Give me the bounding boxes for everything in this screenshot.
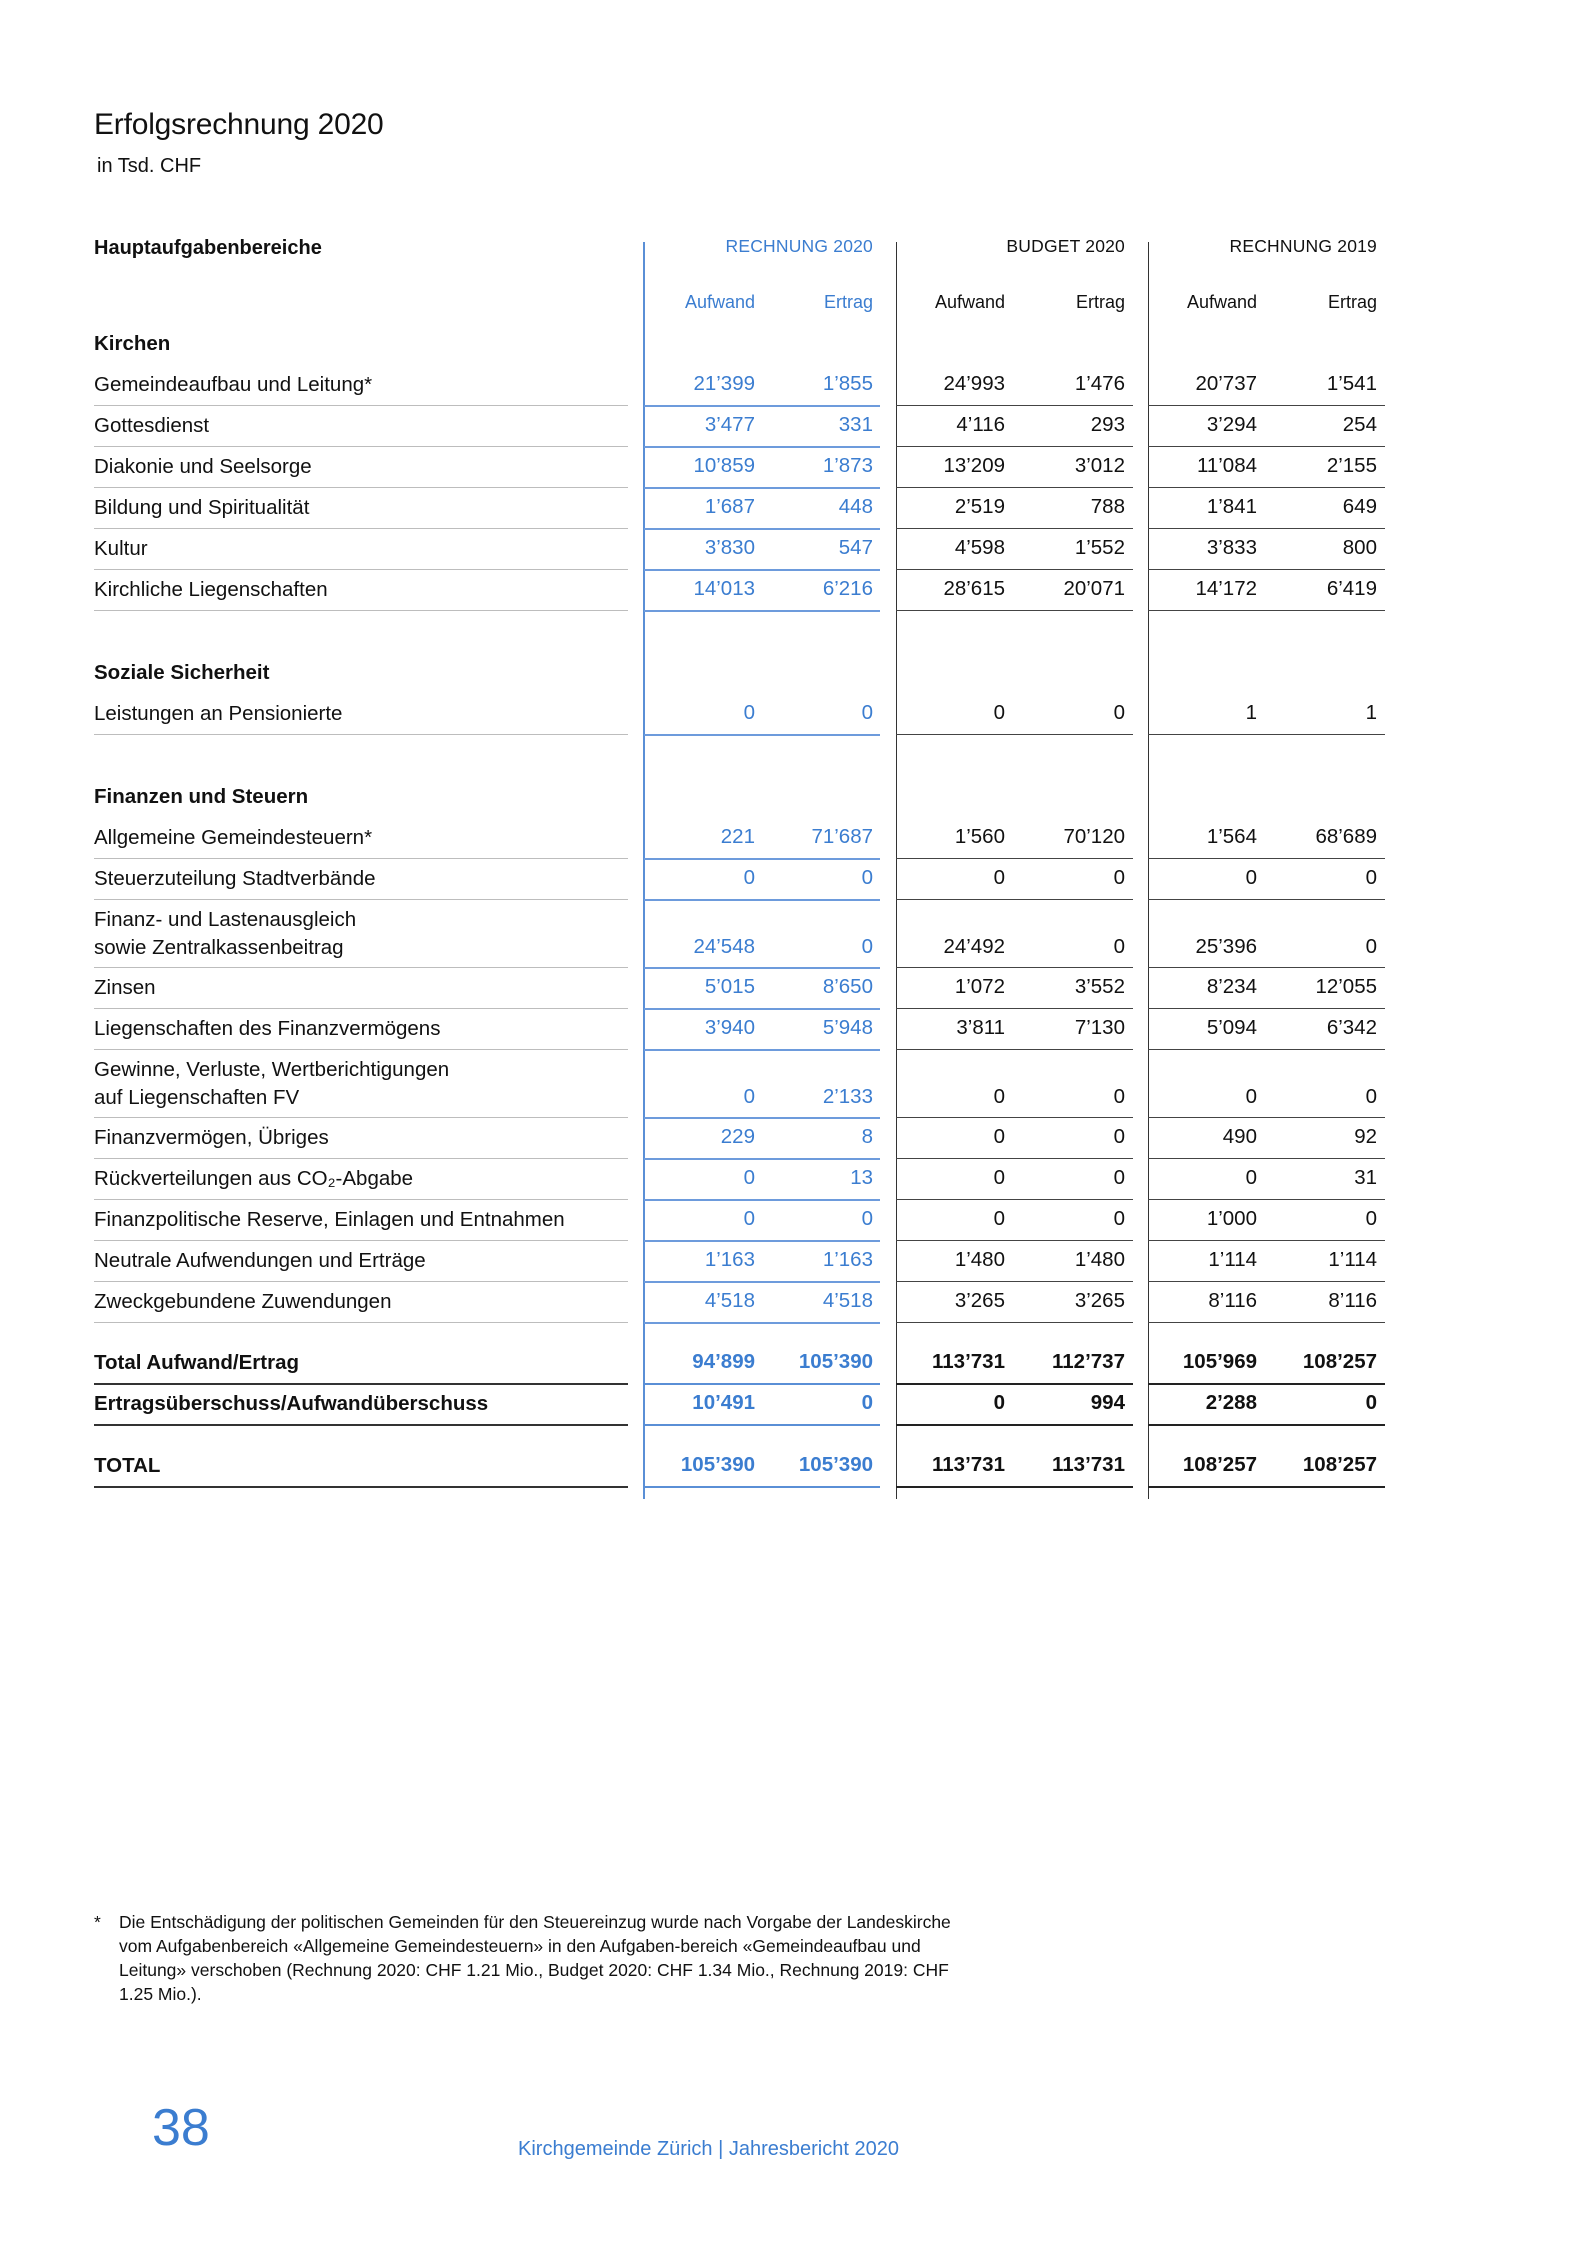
- row-divider: [644, 1117, 880, 1119]
- rechnung-2019-ertrag-value: 2’155: [1326, 454, 1377, 477]
- row-divider: [644, 1322, 880, 1324]
- row-divider: [94, 1008, 628, 1009]
- row-label: Gemeindeaufbau und Leitung*: [94, 373, 373, 396]
- budget-2020-aufwand-value: 24’492: [943, 935, 1005, 958]
- rechnung-2019-aufwand-value: 1: [1245, 701, 1257, 724]
- row-label: Total Aufwand/Ertrag: [94, 1351, 299, 1374]
- row-divider: [896, 1486, 1133, 1488]
- rechnung-2020-ertrag-value: 0: [861, 1207, 873, 1230]
- footnote-marker: *: [94, 1912, 101, 1932]
- row-label-line2: sowie Zentralkassenbeitrag: [94, 936, 344, 959]
- rechnung-2020-ertrag-value: 547: [838, 536, 873, 559]
- rechnung-2020-aufwand-value: 3’940: [704, 1016, 755, 1039]
- rechnung-2020-aufwand-value: 229: [720, 1125, 755, 1148]
- row-divider: [644, 967, 880, 969]
- row-label: Kirchliche Liegenschaften: [94, 578, 328, 601]
- row-divider: [644, 1049, 880, 1051]
- rechnung-2020-aufwand-value: 0: [743, 866, 755, 889]
- row-divider: [94, 1240, 628, 1241]
- row-divider: [896, 405, 1133, 406]
- row-divider: [94, 1117, 628, 1118]
- row-divider: [896, 1117, 1133, 1118]
- row-divider: [1148, 1008, 1385, 1009]
- budget-2020-aufwand-value: 1’560: [954, 825, 1005, 848]
- row-divider: [896, 487, 1133, 488]
- rechnung-2019-ertrag-value: 8’116: [1328, 1289, 1377, 1312]
- row-divider: [644, 1383, 880, 1385]
- row-divider: [1148, 528, 1385, 529]
- rechnung-2019-aufwand-value: 0: [1245, 866, 1257, 889]
- row-label: Finanz- und Lastenausgleich: [94, 908, 357, 931]
- row-divider: [1148, 967, 1385, 968]
- budget-2020-ertrag-value: 788: [1090, 495, 1125, 518]
- row-divider: [644, 1281, 880, 1283]
- rechnung-2019-ertrag-value: 0: [1365, 1391, 1377, 1414]
- subheader-aufwand: Aufwand: [934, 292, 1005, 312]
- rechnung-2020-ertrag-value: 8’650: [822, 975, 873, 998]
- budget-2020-ertrag-value: 0: [1113, 1125, 1125, 1148]
- rechnung-2019-aufwand-value: 14’172: [1195, 577, 1257, 600]
- rechnung-2020-ertrag-value: 105’390: [798, 1453, 873, 1476]
- rechnung-2020-aufwand-value: 14’013: [693, 577, 755, 600]
- rechnung-2020-aufwand-value: 4’518: [704, 1289, 755, 1312]
- row-divider: [94, 1424, 628, 1426]
- rechnung-2019-ertrag-value: 108’257: [1302, 1350, 1377, 1373]
- section-title: Soziale Sicherheit: [94, 661, 270, 684]
- budget-2020-aufwand-value: 3’265: [954, 1289, 1005, 1312]
- row-divider: [896, 446, 1133, 447]
- rechnung-2020-aufwand-value: 0: [743, 1166, 755, 1189]
- row-divider: [896, 610, 1133, 611]
- budget-2020-ertrag-value: 1’552: [1074, 536, 1125, 559]
- budget-2020-aufwand-value: 113’731: [932, 1453, 1005, 1476]
- budget-2020-aufwand-value: 0: [993, 1085, 1005, 1108]
- row-divider: [896, 1008, 1133, 1009]
- rechnung-2019-ertrag-value: 1: [1365, 701, 1377, 724]
- row-label: Neutrale Aufwendungen und Erträge: [94, 1249, 426, 1272]
- subheader-ertrag: Ertrag: [1327, 292, 1377, 312]
- row-label-line2: auf Liegenschaften FV: [94, 1086, 300, 1109]
- row-label: Zweckgebundene Zuwendungen: [94, 1290, 392, 1313]
- rechnung-2019-aufwand-value: 8’116: [1208, 1289, 1257, 1312]
- row-divider: [896, 569, 1133, 570]
- budget-2020-ertrag-value: 0: [1113, 1207, 1125, 1230]
- row-divider: [94, 1199, 628, 1200]
- subheader-aufwand: Aufwand: [684, 292, 755, 312]
- budget-2020-aufwand-value: 2’519: [954, 495, 1005, 518]
- row-divider: [896, 1158, 1133, 1159]
- budget-2020-ertrag-value: 113’731: [1052, 1453, 1125, 1476]
- budget-2020-aufwand-value: 24’993: [943, 372, 1005, 395]
- row-divider: [1148, 1383, 1385, 1385]
- budget-2020-ertrag-value: 3’012: [1074, 454, 1125, 477]
- rechnung-2020-aufwand-value: 94’899: [692, 1350, 755, 1373]
- row-divider: [644, 1240, 880, 1242]
- rechnung-2020-aufwand-value: 10’859: [693, 454, 755, 477]
- rechnung-2019-aufwand-value: 20’737: [1195, 372, 1257, 395]
- rechnung-2019-ertrag-value: 649: [1342, 495, 1377, 518]
- row-divider: [896, 1383, 1133, 1385]
- row-divider: [94, 569, 628, 570]
- footnote-text: Die Entschädigung der politischen Gemeinden für den Steuereinzug wurde nach Vorgabe der Landeskirche vom Aufgabenbereich «Allgemeine Gemeindesteuern» in den Aufgaben-bereich «Gemeindeaufbau und Leitung» verschoben (Rechnung 2020: CHF 1.21 Mio., Budget 2020: CHF 1.34 Mio., Rechnung 2019: CHF 1.25 Mio.).: [119, 1912, 951, 2004]
- row-divider: [1148, 1049, 1385, 1050]
- page-number: 38: [152, 2099, 210, 2157]
- row-label: Rückverteilungen aus CO₂-Abgabe: [94, 1167, 414, 1190]
- rechnung-2019-aufwand-value: 3’294: [1206, 413, 1257, 436]
- rechnung-2020-ertrag-value: 331: [838, 413, 873, 436]
- budget-2020-aufwand-value: 4’116: [956, 413, 1005, 436]
- budget-2020-ertrag-value: 1’480: [1074, 1248, 1125, 1271]
- rechnung-2020-aufwand-value: 1’163: [704, 1248, 755, 1271]
- row-divider: [1148, 734, 1385, 735]
- group-header-rechnung-2020: RECHNUNG 2020: [725, 236, 873, 256]
- row-divider: [896, 1049, 1133, 1050]
- rechnung-2019-aufwand-value: 1’841: [1206, 495, 1257, 518]
- row-divider: [644, 734, 880, 736]
- row-divider: [896, 528, 1133, 529]
- group-header-rechnung-2019: RECHNUNG 2019: [1229, 236, 1377, 256]
- rechnung-2020-aufwand-value: 5’015: [704, 975, 755, 998]
- row-divider: [644, 405, 880, 407]
- budget-2020-ertrag-value: 0: [1113, 1166, 1125, 1189]
- subheader-aufwand: Aufwand: [1186, 292, 1257, 312]
- row-divider: [644, 899, 880, 901]
- rechnung-2020-ertrag-value: 1’873: [822, 454, 873, 477]
- table-header-label: Hauptaufgabenbereiche: [94, 237, 322, 259]
- rechnung-2020-aufwand-value: 105’390: [680, 1453, 755, 1476]
- row-divider: [1148, 610, 1385, 611]
- row-divider: [94, 405, 628, 406]
- rechnung-2019-aufwand-value: 1’114: [1208, 1248, 1257, 1271]
- rechnung-2020-aufwand-value: 221: [720, 825, 755, 848]
- rechnung-2020-aufwand-value: 1’687: [704, 495, 755, 518]
- row-divider: [1148, 1158, 1385, 1159]
- page-subtitle: in Tsd. CHF: [97, 155, 202, 177]
- rechnung-2020-ertrag-value: 2’133: [822, 1085, 873, 1108]
- row-label: Gottesdienst: [94, 414, 210, 437]
- row-label: Gewinne, Verluste, Wertberichtigungen: [94, 1058, 450, 1081]
- rechnung-2020-ertrag-value: 448: [838, 495, 873, 518]
- row-label: Steuerzuteilung Stadtverbände: [94, 867, 376, 890]
- rechnung-2020-aufwand-value: 24’548: [693, 935, 755, 958]
- budget-2020-aufwand-value: 1’480: [954, 1248, 1005, 1271]
- row-label: Bildung und Spiritualität: [94, 496, 310, 519]
- row-divider: [94, 1049, 628, 1050]
- rechnung-2019-ertrag-value: 0: [1365, 866, 1377, 889]
- rechnung-2020-ertrag-value: 1’163: [822, 1248, 873, 1271]
- rechnung-2019-ertrag-value: 6’419: [1326, 577, 1377, 600]
- rechnung-2020-ertrag-value: 1’855: [822, 372, 873, 395]
- budget-2020-ertrag-value: 293: [1090, 413, 1125, 436]
- row-divider: [644, 1199, 880, 1201]
- budget-2020-aufwand-value: 4’598: [954, 536, 1005, 559]
- group-header-budget-2020: BUDGET 2020: [1006, 236, 1125, 256]
- row-divider: [94, 1281, 628, 1282]
- row-label: TOTAL: [94, 1454, 161, 1477]
- rechnung-2019-aufwand-value: 3’833: [1206, 536, 1257, 559]
- row-label: Leistungen an Pensionierte: [94, 702, 343, 725]
- rechnung-2019-aufwand-value: 0: [1245, 1085, 1257, 1108]
- budget-2020-aufwand-value: 28’615: [943, 577, 1005, 600]
- row-divider: [94, 446, 628, 447]
- budget-2020-ertrag-value: 20’071: [1063, 577, 1125, 600]
- row-divider: [1148, 405, 1385, 406]
- row-divider: [94, 1158, 628, 1159]
- rechnung-2020-aufwand-value: 21’399: [693, 372, 755, 395]
- row-divider: [1148, 446, 1385, 447]
- budget-2020-ertrag-value: 994: [1090, 1391, 1125, 1414]
- row-divider: [896, 1424, 1133, 1426]
- row-label: Finanzpolitische Reserve, Einlagen und Entnahmen: [94, 1208, 565, 1231]
- rechnung-2020-ertrag-value: 0: [861, 866, 873, 889]
- rechnung-2019-ertrag-value: 1’541: [1326, 372, 1377, 395]
- rechnung-2019-aufwand-value: 8’234: [1206, 975, 1257, 998]
- footnote: [94, 1910, 954, 2006]
- row-divider: [1148, 1486, 1385, 1488]
- rechnung-2019-ertrag-value: 108’257: [1302, 1453, 1377, 1476]
- row-divider: [644, 1008, 880, 1010]
- row-divider: [94, 1322, 628, 1323]
- subheader-ertrag: Ertrag: [1075, 292, 1125, 312]
- row-divider: [644, 610, 880, 612]
- row-label: Liegenschaften des Finanzvermögens: [94, 1017, 441, 1040]
- row-divider: [1148, 899, 1385, 900]
- rechnung-2020-ertrag-value: 5’948: [822, 1016, 873, 1039]
- row-divider: [896, 858, 1133, 859]
- rechnung-2020-ertrag-value: 105’390: [798, 1350, 873, 1373]
- row-divider: [644, 487, 880, 489]
- subheader-ertrag: Ertrag: [823, 292, 873, 312]
- row-divider: [1148, 1322, 1385, 1323]
- budget-2020-aufwand-value: 0: [993, 1166, 1005, 1189]
- rechnung-2020-ertrag-value: 6’216: [822, 577, 873, 600]
- rechnung-2019-aufwand-value: 2’288: [1205, 1391, 1257, 1414]
- rechnung-2019-ertrag-value: 254: [1342, 413, 1377, 436]
- row-divider: [644, 1424, 880, 1426]
- rechnung-2019-ertrag-value: 31: [1354, 1166, 1377, 1189]
- rechnung-2020-ertrag-value: 8: [861, 1125, 873, 1148]
- budget-2020-ertrag-value: 0: [1113, 935, 1125, 958]
- footer-publication: Kirchgemeinde Zürich | Jahresbericht 2020: [518, 2138, 899, 2160]
- rechnung-2020-aufwand-value: 0: [743, 1085, 755, 1108]
- budget-2020-ertrag-value: 7’130: [1074, 1016, 1125, 1039]
- rechnung-2020-ertrag-value: 71’687: [811, 825, 873, 848]
- rechnung-2019-aufwand-value: 1’000: [1206, 1207, 1257, 1230]
- budget-2020-aufwand-value: 113’731: [932, 1350, 1005, 1373]
- row-label: Diakonie und Seelsorge: [94, 455, 312, 478]
- rechnung-2020-ertrag-value: 4’518: [822, 1289, 873, 1312]
- budget-2020-aufwand-value: 1’072: [954, 975, 1005, 998]
- row-divider: [94, 899, 628, 900]
- row-divider: [1148, 1199, 1385, 1200]
- row-divider: [644, 858, 880, 860]
- row-divider: [1148, 1240, 1385, 1241]
- rechnung-2019-ertrag-value: 68’689: [1315, 825, 1377, 848]
- budget-2020-aufwand-value: 0: [993, 1391, 1005, 1414]
- section-title: Kirchen: [94, 332, 171, 355]
- rechnung-2020-aufwand-value: 0: [743, 701, 755, 724]
- section-title: Finanzen und Steuern: [94, 785, 309, 808]
- rechnung-2019-ertrag-value: 6’342: [1326, 1016, 1377, 1039]
- budget-2020-ertrag-value: 0: [1113, 866, 1125, 889]
- row-label: Finanzvermögen, Übriges: [94, 1126, 329, 1149]
- rechnung-2019-ertrag-value: 0: [1365, 1207, 1377, 1230]
- row-divider: [644, 528, 880, 530]
- rechnung-2019-aufwand-value: 0: [1245, 1166, 1257, 1189]
- row-divider: [896, 899, 1133, 900]
- rechnung-2020-ertrag-value: 0: [861, 701, 873, 724]
- row-divider: [896, 1322, 1133, 1323]
- row-divider: [94, 487, 628, 488]
- row-divider: [1148, 1424, 1385, 1426]
- row-divider: [896, 967, 1133, 968]
- rechnung-2019-aufwand-value: 105’969: [1182, 1350, 1257, 1373]
- row-label: Allgemeine Gemeindesteuern*: [94, 826, 373, 849]
- rechnung-2020-aufwand-value: 10’491: [692, 1391, 755, 1414]
- row-divider: [896, 734, 1133, 735]
- budget-2020-aufwand-value: 3’811: [956, 1016, 1005, 1039]
- row-divider: [644, 1486, 880, 1488]
- rechnung-2020-ertrag-value: 0: [861, 1391, 873, 1414]
- page-title: Erfolgsrechnung 2020: [94, 108, 384, 141]
- row-divider: [94, 967, 628, 968]
- rechnung-2019-aufwand-value: 25’396: [1195, 935, 1257, 958]
- row-divider: [1148, 569, 1385, 570]
- row-divider: [94, 1383, 628, 1385]
- row-divider: [94, 528, 628, 529]
- budget-2020-aufwand-value: 13’209: [943, 454, 1005, 477]
- rechnung-2020-ertrag-value: 0: [861, 935, 873, 958]
- rechnung-2019-aufwand-value: 11’084: [1196, 454, 1257, 477]
- row-label: Ertragsüberschuss/Aufwandüberschuss: [94, 1392, 489, 1415]
- budget-2020-aufwand-value: 0: [993, 701, 1005, 724]
- row-divider: [94, 858, 628, 859]
- rechnung-2019-aufwand-value: 490: [1222, 1125, 1257, 1148]
- row-divider: [896, 1199, 1133, 1200]
- rechnung-2019-ertrag-value: 800: [1342, 536, 1377, 559]
- row-divider: [1148, 858, 1385, 859]
- budget-2020-ertrag-value: 70’120: [1063, 825, 1125, 848]
- row-divider: [896, 1240, 1133, 1241]
- row-divider: [644, 446, 880, 448]
- row-divider: [94, 610, 628, 611]
- row-divider: [896, 1281, 1133, 1282]
- row-divider: [1148, 1117, 1385, 1118]
- row-label: Kultur: [94, 537, 148, 560]
- rechnung-2019-ertrag-value: 92: [1354, 1125, 1377, 1148]
- budget-2020-ertrag-value: 1’476: [1074, 372, 1125, 395]
- row-label: Zinsen: [94, 976, 156, 999]
- rechnung-2019-ertrag-value: 1’114: [1328, 1248, 1377, 1271]
- row-divider: [94, 734, 628, 735]
- row-divider: [94, 1486, 628, 1488]
- rechnung-2019-ertrag-value: 0: [1365, 1085, 1377, 1108]
- rechnung-2020-aufwand-value: 3’830: [704, 536, 755, 559]
- row-divider: [644, 569, 880, 571]
- rechnung-2020-aufwand-value: 3’477: [704, 413, 755, 436]
- rechnung-2019-aufwand-value: 108’257: [1182, 1453, 1257, 1476]
- budget-2020-ertrag-value: 112’737: [1052, 1350, 1125, 1373]
- row-divider: [644, 1158, 880, 1160]
- row-divider: [1148, 487, 1385, 488]
- budget-2020-aufwand-value: 0: [993, 1125, 1005, 1148]
- budget-2020-ertrag-value: 0: [1113, 701, 1125, 724]
- rechnung-2019-ertrag-value: 12’055: [1315, 975, 1377, 998]
- rechnung-2019-aufwand-value: 5’094: [1206, 1016, 1257, 1039]
- budget-2020-ertrag-value: 3’265: [1074, 1289, 1125, 1312]
- rechnung-2019-ertrag-value: 0: [1365, 935, 1377, 958]
- row-divider: [1148, 1281, 1385, 1282]
- rechnung-2020-aufwand-value: 0: [743, 1207, 755, 1230]
- budget-2020-aufwand-value: 0: [993, 1207, 1005, 1230]
- budget-2020-ertrag-value: 3’552: [1074, 975, 1125, 998]
- budget-2020-ertrag-value: 0: [1113, 1085, 1125, 1108]
- budget-2020-aufwand-value: 0: [993, 866, 1005, 889]
- rechnung-2020-ertrag-value: 13: [850, 1166, 873, 1189]
- rechnung-2019-aufwand-value: 1’564: [1206, 825, 1257, 848]
